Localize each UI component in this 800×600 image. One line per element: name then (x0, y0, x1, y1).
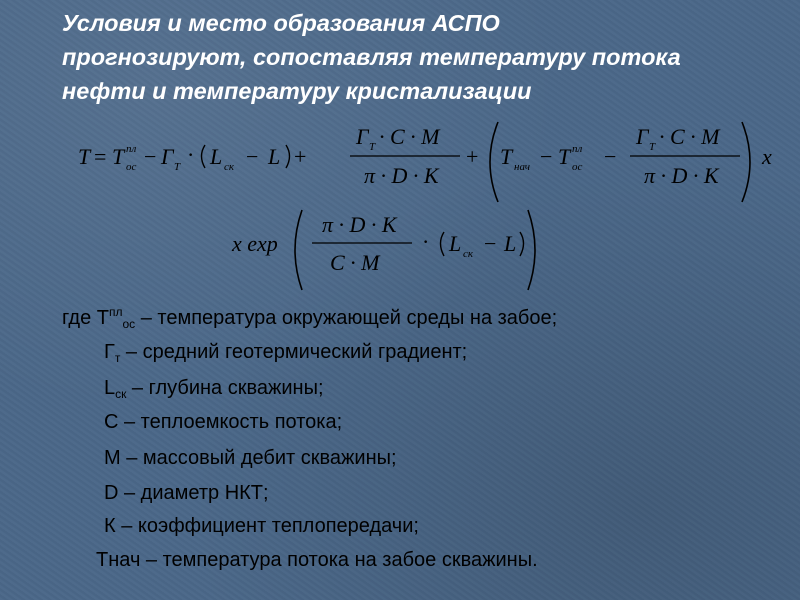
formula-symbol: − (604, 144, 617, 169)
formula-symbol: − (484, 231, 497, 256)
formula-denominator: π · D · K (364, 163, 439, 188)
formula-numerator: π · D · K (322, 212, 397, 237)
legend-item: C – теплоемкость потока; (104, 411, 343, 433)
legend-item: D – диаметр НКТ; (104, 482, 269, 504)
legend-item: К – коэффициент теплопередачи; (104, 515, 419, 537)
formula-denominator: π · D · K (644, 163, 719, 188)
formula-subscript: ск (224, 161, 235, 173)
formula-superscript: пл (126, 143, 137, 155)
legend-text: – средний геотермический градиент; (120, 341, 468, 363)
formula-subscript: Т (174, 161, 181, 173)
legend-symbol: Г (104, 341, 115, 363)
formula-symbol: x exp (232, 231, 278, 256)
legend-item (62, 305, 557, 331)
legend-text: – глубина скважины; (126, 377, 324, 399)
legend-subscript: ск (115, 387, 127, 401)
formula-symbol: · (187, 142, 195, 167)
formula-symbol: − (540, 144, 553, 169)
formula-subscript: ск (463, 248, 474, 260)
formula-symbol: Г (636, 124, 649, 149)
legend-item (104, 341, 467, 365)
formula-symbol: L (504, 231, 517, 256)
formula-symbol: x (762, 144, 772, 169)
legend-superscript: пл (108, 305, 123, 319)
formula-symbol: · (422, 229, 430, 254)
legend-symbol: где T (62, 307, 109, 329)
title-line: прогнозируют, сопоставляя температуру потока (62, 44, 681, 70)
formula-symbol: T (78, 144, 91, 169)
formula-subscript: ос (126, 161, 137, 173)
legend-item: M – массовый дебит скважины; (104, 447, 397, 469)
formula-symbol: = (94, 144, 107, 169)
formula-symbol: L (449, 231, 462, 256)
formula-denominator: C · M (330, 250, 380, 275)
formula-symbol: − (246, 144, 259, 169)
formula-subscript: ос (572, 161, 583, 173)
legend-item: Tнач – температура потока на забое скважины. (96, 549, 538, 571)
formula-subscript: нач (514, 161, 531, 173)
formula-numerator: · C · M (659, 124, 720, 149)
formula-symbol: + (466, 144, 479, 169)
formula-subscript: Т (369, 141, 376, 153)
legend-item (104, 377, 324, 401)
title-line: Условия и место образования АСПО (62, 10, 500, 36)
formula-symbol: Г (356, 124, 369, 149)
formula-symbol: − (144, 144, 157, 169)
formula-superscript: пл (572, 143, 583, 155)
formula-symbol: Г (161, 144, 174, 169)
legend-subscript: ос (122, 317, 136, 331)
title-line: нефти и температуру кристализации (62, 78, 532, 104)
legend-symbol: L (104, 377, 116, 399)
formula-symbol: + (294, 144, 307, 169)
formula-numerator: · C · M (379, 124, 440, 149)
legend-text: – температура окружающей среды на забое; (135, 307, 558, 329)
formula-symbol: L (210, 144, 223, 169)
formula-subscript: Т (649, 141, 656, 153)
legend-subscript: т (114, 351, 121, 365)
formula-symbol: L (268, 144, 281, 169)
formula-symbol: T (112, 144, 125, 169)
formula-symbol: T (500, 144, 513, 169)
formula-symbol: T (558, 144, 571, 169)
